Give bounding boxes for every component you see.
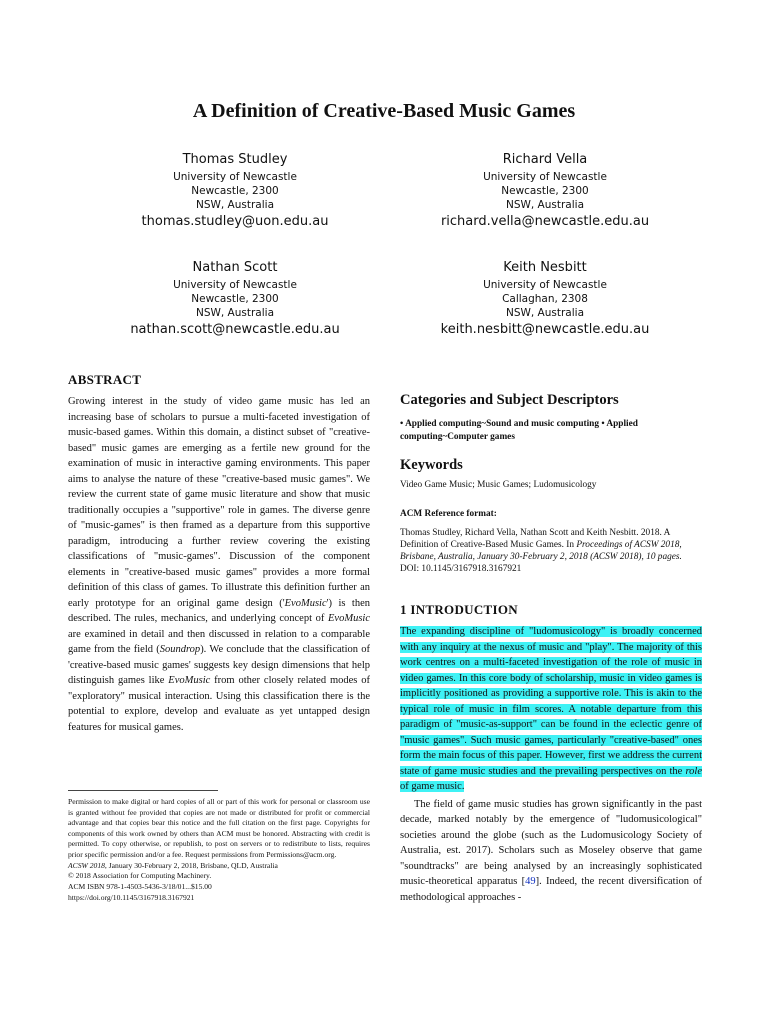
acm-reference-section — [400, 508, 702, 576]
author-name: Nathan Scott — [192, 260, 278, 275]
author-name: Richard Vella — [502, 152, 588, 167]
author-name: Thomas Studley — [182, 152, 288, 167]
author-region: NSW, Australia — [505, 199, 585, 211]
author-region: NSW, Australia — [505, 307, 585, 319]
author-block-1 — [85, 150, 385, 232]
author-email[interactable]: richard.vella@newcastle.edu.au — [440, 214, 650, 229]
author-name: Keith Nesbitt — [503, 260, 587, 275]
acm-reference-heading: ACM Reference format: — [400, 509, 497, 519]
author-region: NSW, Australia — [195, 307, 275, 319]
author-city: Newcastle, 2300 — [191, 185, 279, 197]
author-affiliation: University of Newcastle — [173, 171, 297, 183]
conference-line: ACSW 2018, January 30-February 2, 2018, Brisbane, QLD, Australia — [68, 860, 278, 870]
author-affiliation: University of Newcastle — [483, 171, 607, 183]
keywords-text: Video Game Music; Music Games; Ludomusicology — [400, 480, 597, 490]
permission-text: Permission to make digital or hard copies of all or part of this work for personal or classroom use is granted without fee provided that copies are not made or distributed for profit or commercial advantage and that copies bear this notice and the full citation on the first page. Copyrights for components of this work owned by others than ACM must be honored. Abstracting with credit is permitted. To copy otherwise, or republish, to post on servers or to redistribute to lists, requires prior specific permission and/or a fee. Request permissions from Permissions@acm.org. — [68, 797, 370, 859]
permission-footnote — [68, 797, 370, 904]
keywords-section — [400, 457, 702, 492]
author-email[interactable]: thomas.studley@uon.edu.au — [141, 214, 329, 229]
introduction-section — [400, 602, 702, 905]
introduction-heading: 1 INTRODUCTION — [400, 602, 518, 617]
author-region: NSW, Australia — [195, 199, 275, 211]
author-affiliation: University of Newcastle — [173, 279, 297, 291]
citation-link[interactable]: 49 — [525, 876, 536, 887]
abstract-heading: ABSTRACT — [68, 372, 142, 387]
introduction-paragraph-1: The expanding discipline of "ludomusicology" is broadly concerned with any inquiry at the nexus of music and "play". The majority of this work centres on a multi-faceted investigation of the role of music in video games. In this core body of scholarship, music in video games is implicitly positioned as providing a supportive role. This is akin to the typical role of music in film scores. A notable departure from this paradigm of "music-as-support" can be found in the eclectic genre of "music games". Such music games, particularly "creative-based" ones form the main focus of this paper. However, first we address the current state of game music studies and the prevailing perspectives on the role of game music. — [400, 626, 702, 792]
keywords-heading: Keywords — [400, 457, 463, 473]
paper-title: A Definition of Creative-Based Music Games — [192, 100, 576, 122]
abstract-section — [68, 372, 370, 735]
author-affiliation: University of Newcastle — [483, 279, 607, 291]
isbn-line: ACM ISBN 978-1-4503-5436-3/18/01...$15.00 — [68, 882, 212, 892]
abstract-text: Growing interest in the study of video game music has led an increasing base of scholars to pursue a multi-faceted investigation of music-based games. Within this domain, a distinct subset of "creative-based" music games are emerging as a fertile new ground for the examination of music in interactive gaming environments. This paper aims to analyse the nature of these "creative-based music games". We review the current state of game music literature and show that music traditionally occupies a "supportive" role in games. The diverse genre of "music-games" is then framed as a departure from this supportive paradigm, introducing a further review covering the existing classifications of "music-games". Discussion of the component elements in "creative-based music games" provides a more formal definition of this class of games. To illustrate this definition further an early prototype for an original game design ('EvoMusic') is then described. The rules, mechanics, and underlying concept of EvoMusic are examined in detail and then discussed in relation to a comparable game from the field (Soundrop). We conclude that the classification of 'creative-based music games' suggests key design dimensions that help distinguish games like EvoMusic from other closely related modes of "exploratory" musical interaction. Using this classification there is the potential to explore, develop and evaluate as yet untapped design features for musical games. — [68, 396, 370, 733]
acm-reference-doi[interactable]: DOI: 10.1145/3167918.3167921 — [400, 564, 522, 575]
author-block-3 — [85, 258, 385, 340]
author-block-4 — [395, 258, 695, 340]
footnote-divider — [68, 790, 218, 791]
author-city: Newcastle, 2300 — [501, 185, 589, 197]
author-email[interactable]: nathan.scott@newcastle.edu.au — [130, 322, 340, 337]
categories-text: • Applied computing~Sound and music computing • Applied computing~Computer games — [400, 419, 638, 442]
author-city: Newcastle, 2300 — [191, 293, 279, 305]
author-block-2 — [395, 150, 695, 232]
acm-reference-text: Thomas Studley, Richard Vella, Nathan Scott and Keith Nesbitt. 2018. A Definition of Creative-Based Music Games. In Proceedings of ACSW 2018, Brisbane, Australia, January 30-February 2, 2018 (ACSW 2018), 10 pages. — [400, 527, 682, 563]
author-city: Callaghan, 2308 — [502, 293, 588, 305]
introduction-paragraph-2: The field of game music studies has grown significantly in the past decade, marked notably by the emergence of "ludomusicological" societies around the globe (such as the Ludomusicology Society of Australia, est. 2017). Scholars such as Moseley observe that game "soundtracks" are being analysed by an increasingly sophisticated music-theoretical apparatus [49]. Indeed, the recent diversification of methodological approaches - — [400, 798, 702, 903]
categories-heading: Categories and Subject Descriptors — [400, 392, 619, 408]
copyright-line: © 2018 Association for Computing Machinery. — [68, 871, 212, 881]
author-email[interactable]: keith.nesbitt@newcastle.edu.au — [440, 322, 650, 337]
categories-section — [400, 392, 702, 443]
doi-link[interactable]: https://doi.org/10.1145/3167918.3167921 — [68, 892, 195, 902]
